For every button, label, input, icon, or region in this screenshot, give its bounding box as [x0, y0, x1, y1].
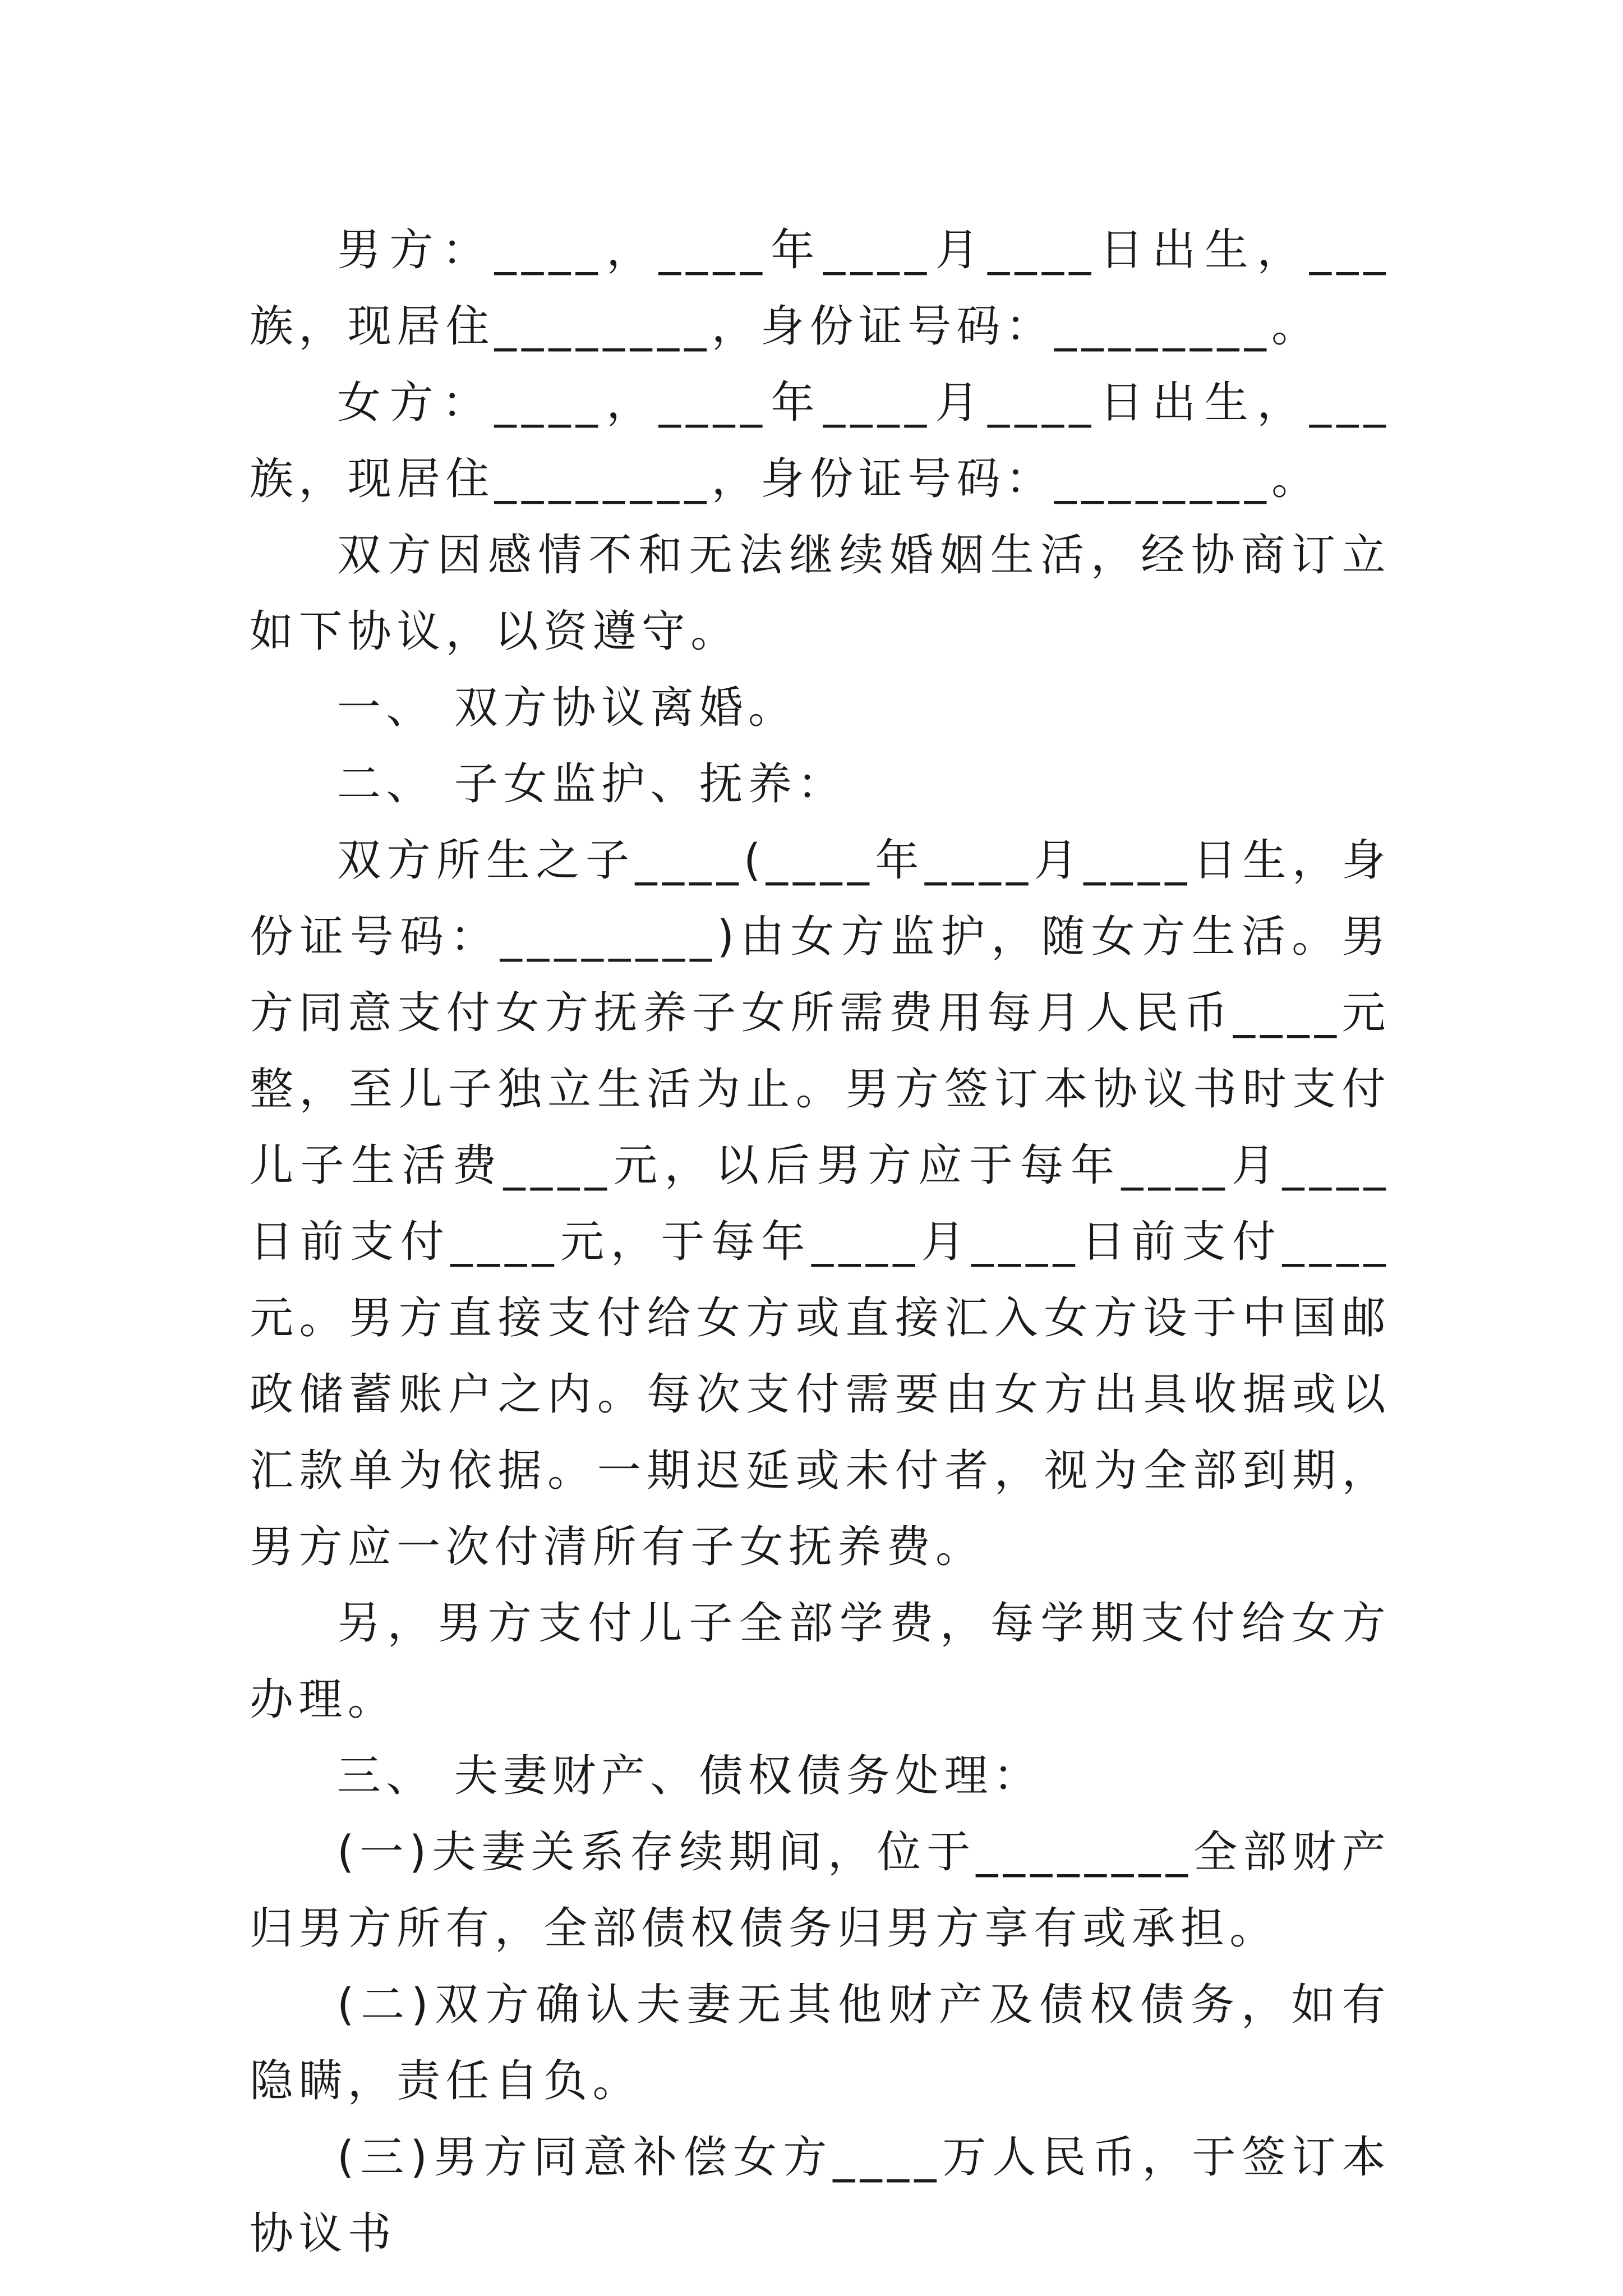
paragraph-preamble: 双方因感情不和无法继续婚姻生活，经协商订立如下协议，以资遵守。 — [250, 530, 1391, 657]
paragraph-tuition: 另，男方支付儿子全部学费，每学期支付给女方办理。 — [250, 1598, 1391, 1725]
clause-1-heading: 一、 双方协议离婚。 — [337, 683, 797, 733]
document-body — [250, 212, 1391, 2272]
paragraph-property-2: (二)双方确认夫妻无其他财产及债权债务，如有隐瞒，责任自负。 — [250, 1980, 1391, 2106]
paragraph-male-party: 男方：____，____年____月____日出生，___族，现居住________，身份证号码：________。 — [250, 225, 1391, 352]
clause-2-heading: 二、 子女监护、抚养： — [337, 759, 846, 809]
paragraph-property-1: (一)夫妻关系存续期间，位于________全部财产归男方所有，全部债权债务归男方享有或承担。 — [250, 1827, 1391, 1954]
paragraph-child-support: 双方所生之子____(____年____月____日生，身份证号码：________)由女方监护，随女方生活。男方同意支付女方抚养子女所需费用每月人民币____元整，至儿子独立生活为止。男方签订本协议书时支付儿子生活费____元，以后男方应于每年____月____日前支付____元，于每年____月____日前支付____元。男方直接支付给女方或直接汇入女方设于中国邮政储蓄账户之内。每次支付需要由女方出具收据或以汇款单为依据。一期迟延或未付者，视为全部到期，男方应一次付清所有子女抚养费。 — [250, 835, 1391, 1572]
paragraph-female-party: 女方：____，____年____月____日出生，___族，现居住________，身份证号码：________。 — [250, 378, 1391, 504]
paragraph-property-3: (三)男方同意补偿女方____万人民币，于签订本协议书 — [250, 2132, 1391, 2259]
clause-3-heading: 三、 夫妻财产、债权债务处理： — [337, 1751, 1043, 1801]
